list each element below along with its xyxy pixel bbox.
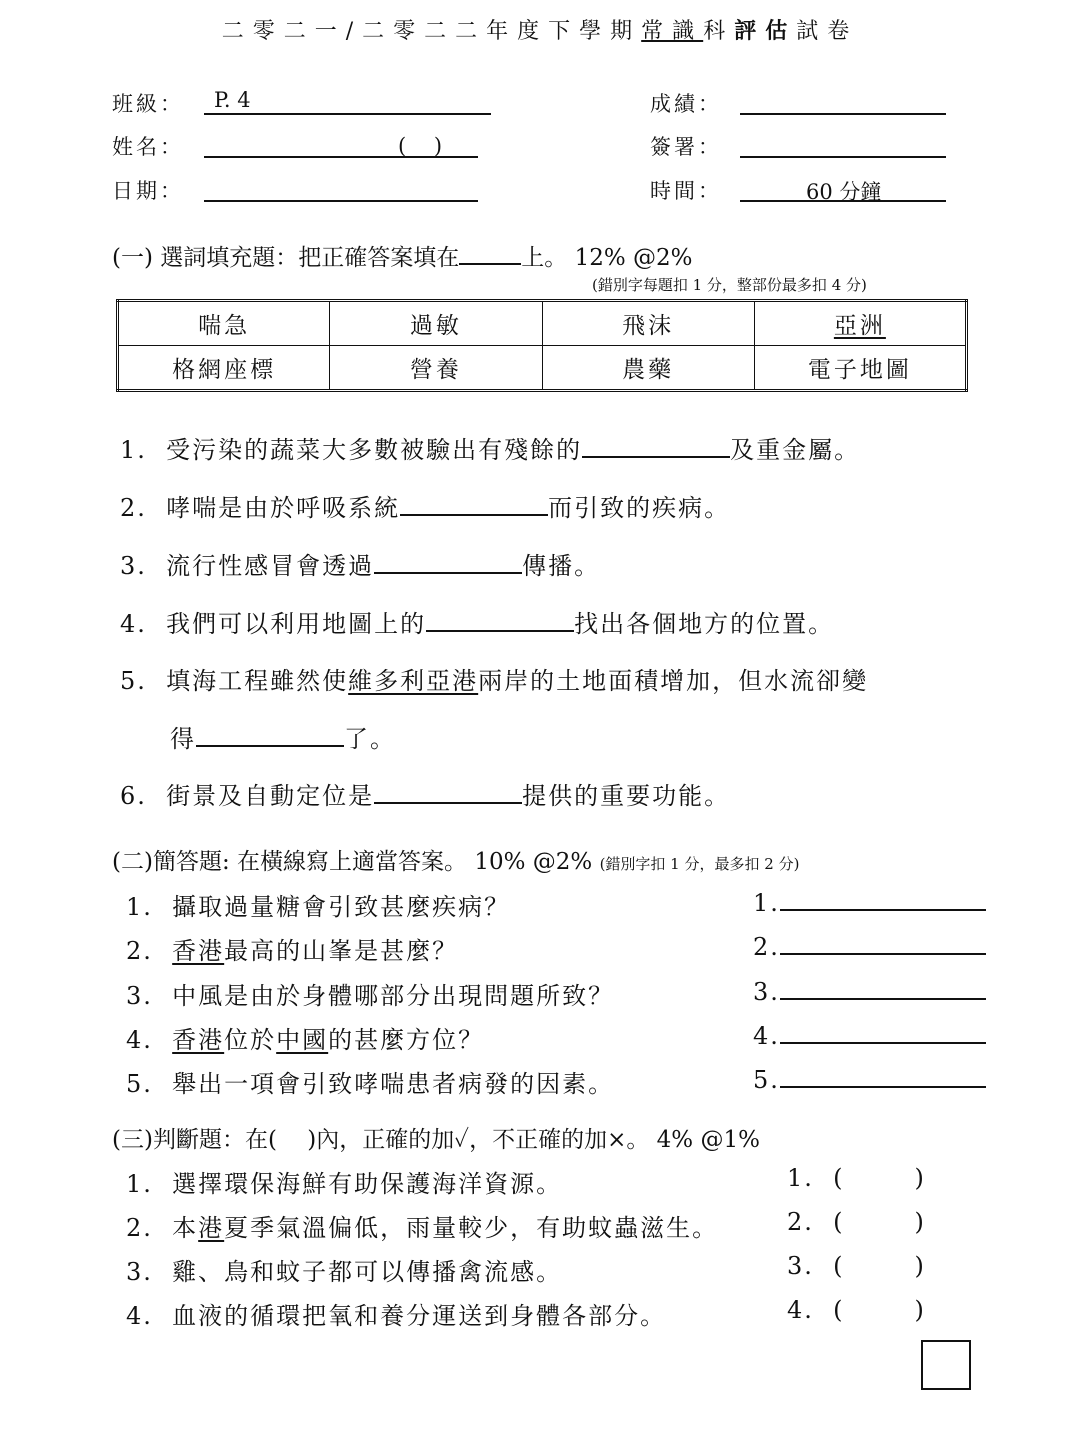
class-number-paren: ( ) xyxy=(398,134,443,158)
score-line xyxy=(740,113,946,115)
word-bank-cell: 格網座標 xyxy=(118,346,330,391)
word-bank-cell: 電子地圖 xyxy=(754,346,966,391)
answer-line-3: 3. xyxy=(753,976,986,1006)
check-mark-icon: ✓ xyxy=(454,1127,470,1153)
section2-heading: (二)簡答題: 在橫線寫上適當答案。 10% @2% (錯別字扣 1 分，最多扣 2 分) xyxy=(112,849,800,875)
short-question-4: 4. 香港位於中國的甚麼方位？ xyxy=(126,1026,485,1054)
word-bank-table xyxy=(116,299,968,392)
sign-label: 簽署： xyxy=(650,135,722,159)
answer-line-1: 1. xyxy=(753,887,986,917)
section3-heading: (三)判斷題：在( )內，正確的加✓，不正確的加×。 4% @1% xyxy=(112,1127,760,1153)
class-label: 班級： xyxy=(112,92,184,116)
fill-question-4: 4. 我們可以利用地圖上的 找出各個地方的位置。 xyxy=(120,610,835,638)
fill-question-5-cont: 得 了。 xyxy=(170,725,396,753)
fill-question-6: 6. 街景及自動定位是 提供的重要功能。 xyxy=(120,782,731,810)
fill-question-1: 1. 受污染的蔬菜大多數被驗出有殘餘的 及重金屬。 xyxy=(120,436,861,464)
fill-question-2: 2. 哮喘是由於呼吸系統 而引致的疾病。 xyxy=(120,494,731,522)
fill-question-5: 5. 填海工程雖然使維多利亞港兩岸的土地面積增加，但水流卻變 xyxy=(120,667,869,695)
fill-question-3: 3. 流行性感冒會透過 傳播。 xyxy=(120,552,601,580)
tf-answer-2: 2. ( ) xyxy=(787,1208,926,1236)
cross-mark-icon: × xyxy=(607,1127,627,1153)
score-label: 成績： xyxy=(650,92,722,116)
word-bank-cell: 過敏 xyxy=(330,301,542,346)
tf-question-3: 3. 雞、鳥和蚊子都可以傳播禽流感。 xyxy=(126,1258,563,1286)
tf-question-1: 1. 選擇環保海鮮有助保護海洋資源。 xyxy=(126,1170,563,1198)
word-bank-cell: 營養 xyxy=(330,346,542,391)
short-question-2: 2. 香港最高的山峯是甚麼？ xyxy=(126,937,459,965)
word-bank-cell: 飛沫 xyxy=(542,301,754,346)
answer-line-5: 5. xyxy=(753,1064,986,1094)
answer-line-4: 4. xyxy=(753,1020,986,1050)
date-line xyxy=(204,200,478,202)
time-value: 60 分鐘 xyxy=(806,180,882,204)
short-question-3: 3. 中風是由於身體哪部分出現問題所致？ xyxy=(126,982,615,1010)
page-title: 二零二一/二零二二年度下學期常識科評估試卷 xyxy=(221,18,859,44)
tf-question-4: 4. 血液的循環把氧和養分運送到身體各部分。 xyxy=(126,1302,667,1330)
tf-answer-4: 4. ( ) xyxy=(787,1296,926,1324)
word-bank-cell: 喘急 xyxy=(118,301,330,346)
class-value: P. 4 xyxy=(214,88,251,112)
sign-line xyxy=(740,156,946,158)
tf-answer-3: 3. ( ) xyxy=(787,1252,926,1280)
class-line xyxy=(204,113,491,115)
tf-question-2: 2. 本港夏季氣溫偏低，雨量較少，有助蚊蟲滋生。 xyxy=(126,1214,719,1242)
answer-line-2: 2. xyxy=(753,931,986,961)
score-box xyxy=(921,1340,971,1390)
date-label: 日期： xyxy=(112,179,184,203)
word-bank-cell: 亞洲 xyxy=(754,301,966,346)
tf-answer-1: 1. ( ) xyxy=(787,1164,926,1192)
short-question-5: 5. 舉出一項會引致哮喘患者病發的因素。 xyxy=(126,1070,615,1098)
time-label: 時間： xyxy=(650,179,722,203)
short-question-1: 1. 攝取過量糖會引致甚麼疾病？ xyxy=(126,893,511,921)
name-label: 姓名： xyxy=(112,135,184,159)
section1-heading: (一) 選詞填充題：把正確答案填在 上。 12% @2% xyxy=(112,239,693,272)
section1-note: (錯別字每題扣 1 分，整部份最多扣 4 分) xyxy=(592,276,867,294)
word-bank-cell: 農藥 xyxy=(542,346,754,391)
